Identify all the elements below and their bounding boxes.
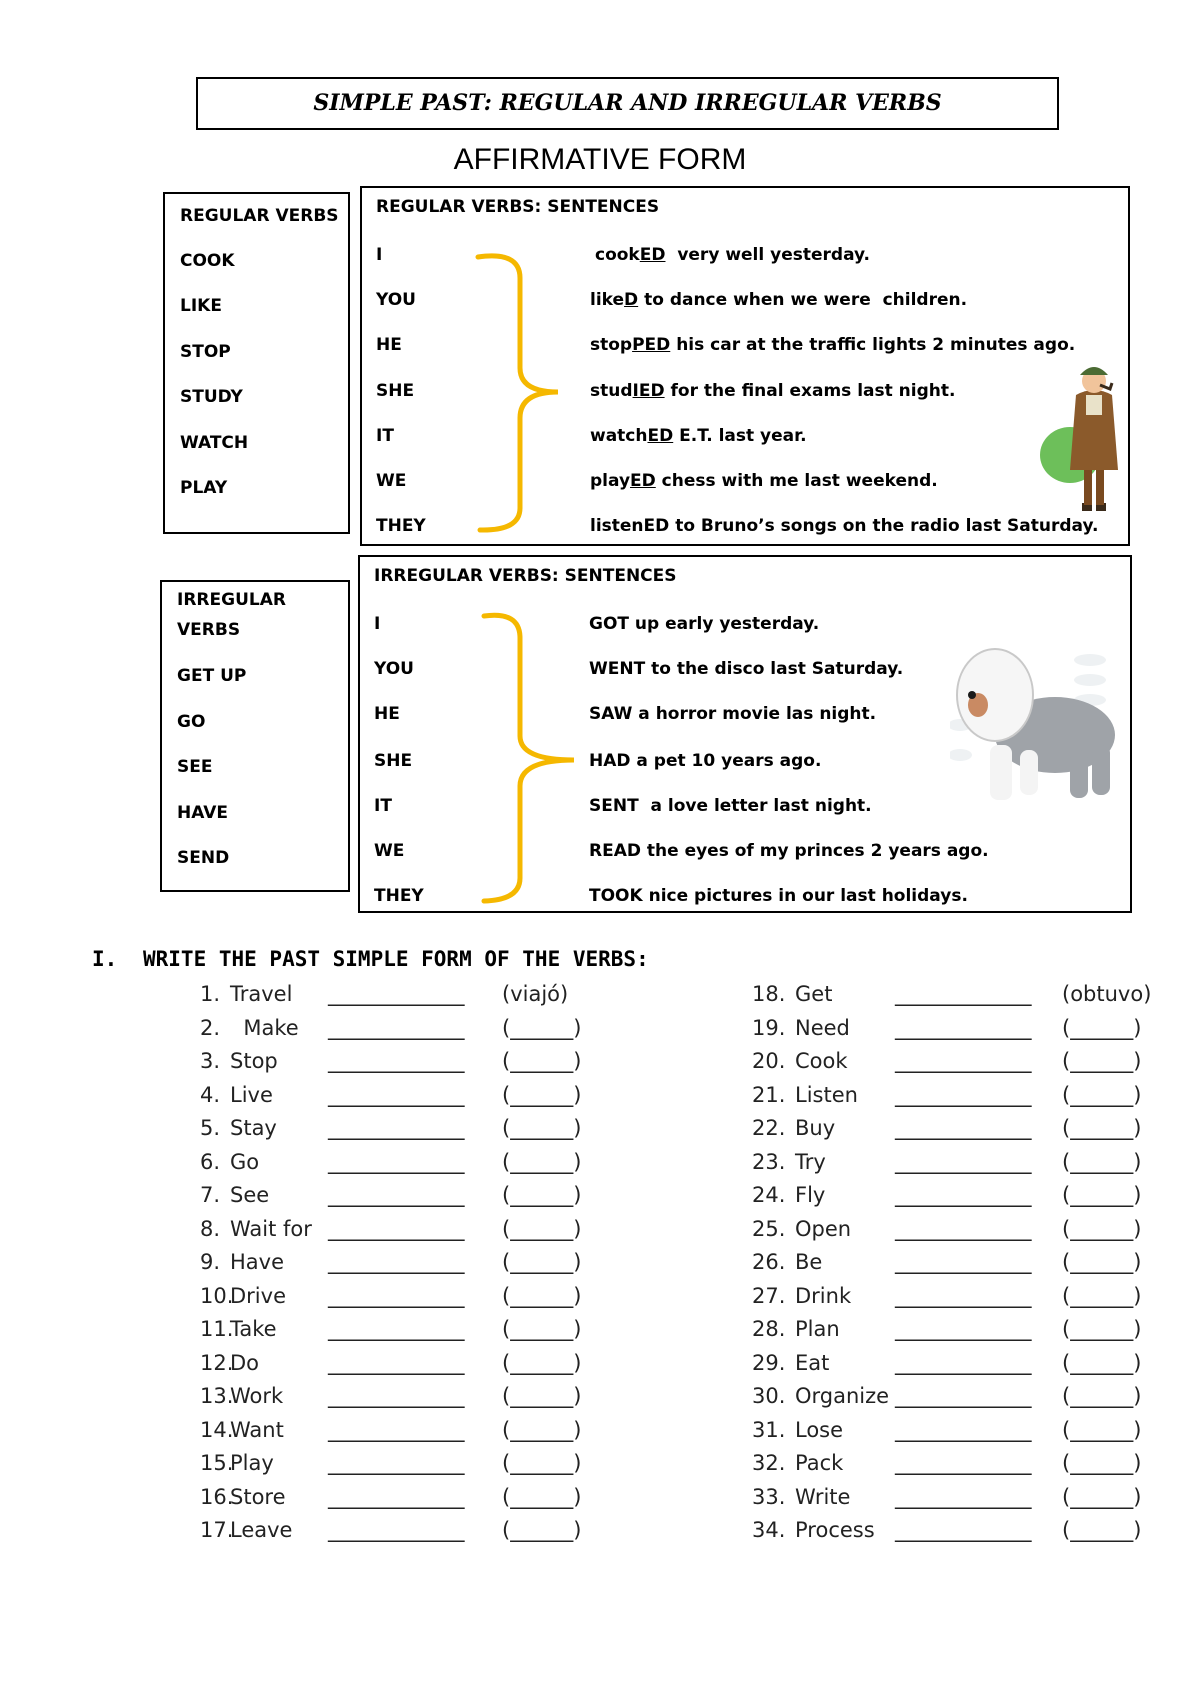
answer-blank: _____________ [895, 1518, 1032, 1542]
exercise-item-verb: Have [230, 1250, 285, 1274]
irregular-sentence: READ the eyes of my princes 2 years ago. [589, 841, 989, 861]
irregular-pronoun: IT [374, 796, 392, 816]
irregular-pronoun: YOU [374, 659, 414, 679]
exercise-item-number: 25. [752, 1216, 786, 1241]
exercise-item-verb: Stay [230, 1116, 277, 1140]
translation-hint: (______) [502, 1149, 582, 1174]
exercise-item-verb: Do [230, 1350, 260, 1375]
irregular-sentences-header: IRREGULAR VERBS: SENTENCES [374, 566, 677, 586]
regular-verb-item: STUDY [180, 387, 243, 408]
irregular-verb-item: GET UP [177, 666, 247, 686]
exercise-item-verb: Process [795, 1518, 875, 1542]
answer-blank: _____________ [895, 1417, 1032, 1442]
regular-sentence [590, 426, 807, 446]
exercise-item-number: 12. [200, 1350, 234, 1375]
exercise-item-number: 30. [752, 1384, 786, 1408]
answer-blank: _____________ [895, 1350, 1032, 1375]
verb-ending: ED [639, 245, 666, 265]
translation-hint: (______) [1062, 1417, 1142, 1442]
exercise-item-number: 27. [752, 1283, 786, 1308]
irregular-sentence: GOT up early yesterday. [589, 614, 820, 634]
exercise-item-verb: Leave [230, 1518, 293, 1542]
exercise-item-verb: Make [230, 1015, 299, 1040]
translation-hint: (______) [1062, 1484, 1142, 1509]
man-with-pipe-illustration [1040, 355, 1130, 515]
translation-hint: (______) [1062, 1082, 1142, 1107]
exercise-item-number: 9. [200, 1250, 221, 1274]
irregular-brace [470, 608, 580, 908]
answer-blank: _____________ [895, 1082, 1032, 1107]
answer-blank: _____________ [328, 1451, 465, 1475]
exercise-number: I. [92, 947, 118, 971]
translation-hint: (viajó) [502, 982, 569, 1006]
answer-blank: _____________ [895, 1015, 1032, 1040]
exercise-item-number: 15. [200, 1451, 234, 1475]
irregular-verb-item: HAVE [177, 802, 228, 823]
exercise-item-verb: Be [795, 1250, 823, 1274]
exercise-item-verb: Need [795, 1015, 850, 1040]
exercise-item-number: 34. [752, 1518, 786, 1542]
answer-blank: _____________ [328, 1417, 465, 1442]
exercise-item-number: 29. [752, 1350, 786, 1375]
translation-hint: (______) [1062, 1317, 1142, 1341]
translation-hint: (______) [502, 1451, 582, 1475]
answer-blank: _____________ [895, 1283, 1032, 1308]
translation-hint: (______) [502, 1116, 582, 1140]
translation-hint: (______) [1062, 1116, 1142, 1140]
exercise-item-number: 3. [200, 1049, 221, 1073]
exercise-item-verb: Open [795, 1216, 852, 1241]
sentence-rest: E.T. last year. [673, 426, 807, 446]
exercise-item-number: 7. [200, 1183, 221, 1207]
exercise-item-number: 16. [200, 1484, 234, 1509]
worksheet-title: SIMPLE PAST: REGULAR AND IRREGULAR VERBS [196, 77, 1059, 130]
sentence-rest: to Bruno’s songs on the radio last Saturday. [669, 516, 1099, 536]
translation-hint: (______) [1062, 1384, 1142, 1408]
exercise-item-number: 23. [752, 1149, 786, 1174]
irregular-verbs-header-line2: VERBS [177, 620, 241, 640]
regular-pronoun: IT [376, 426, 394, 446]
exercise-item-verb: Get [795, 982, 833, 1006]
verb-ending: D [624, 290, 639, 310]
answer-blank: _____________ [328, 1484, 465, 1509]
exercise-item-number: 14. [200, 1417, 234, 1442]
exercise-item-verb: Store [230, 1484, 286, 1509]
answer-blank: _____________ [328, 1015, 465, 1040]
answer-blank: _____________ [328, 982, 465, 1006]
translation-hint: (______) [502, 1216, 582, 1241]
exercise-item-verb: Buy [795, 1116, 836, 1140]
regular-pronoun: THEY [376, 516, 426, 536]
translation-hint: (______) [502, 1417, 582, 1442]
exercise-item-number: 20. [752, 1049, 786, 1073]
verb-stem: watch [590, 426, 648, 446]
translation-hint: (______) [502, 1082, 582, 1107]
exercise-item-number: 24. [752, 1183, 786, 1207]
regular-sentence [590, 471, 938, 491]
exercise-item-verb: Wait for [230, 1216, 312, 1241]
exercise-item-verb: Organize [795, 1384, 890, 1408]
regular-pronoun: SHE [376, 381, 415, 401]
verb-ending: ED [630, 471, 656, 491]
regular-pronoun: WE [376, 471, 407, 491]
regular-verb-item: LIKE [180, 296, 222, 317]
sentence-rest: chess with me last weekend. [655, 471, 938, 491]
exercise-item-verb: Plan [795, 1317, 840, 1341]
answer-blank: _____________ [328, 1350, 465, 1375]
translation-hint: (______) [502, 1250, 582, 1274]
exercise-item-number: 11. [200, 1317, 234, 1341]
answer-blank: _____________ [328, 1283, 465, 1308]
translation-hint: (______) [502, 1350, 582, 1375]
exercise-item-verb: Go [230, 1149, 260, 1174]
exercise-item-number: 4. [200, 1082, 221, 1107]
exercise-item-verb: Fly [795, 1183, 826, 1207]
sentence-rest: his car at the traffic lights 2 minutes ago. [670, 335, 1076, 355]
exercise-item-verb: Stop [230, 1049, 278, 1073]
regular-verbs-header: REGULAR VERBS [180, 206, 339, 226]
exercise-item-number: 19. [752, 1015, 786, 1040]
translation-hint: (______) [1062, 1183, 1142, 1207]
exercise-item-number: 8. [200, 1216, 221, 1241]
translation-hint: (______) [1062, 1283, 1142, 1308]
translation-hint: (______) [502, 1283, 582, 1308]
exercise-item-verb: Cook [795, 1049, 848, 1073]
translation-hint: (______) [1062, 1518, 1142, 1542]
regular-sentence [590, 381, 955, 401]
translation-hint: (______) [1062, 1149, 1142, 1174]
translation-hint: (______) [502, 1015, 582, 1040]
regular-verb-item: PLAY [180, 478, 228, 498]
exercise-item-verb: Live [230, 1082, 273, 1107]
exercise-item-verb: Eat [795, 1350, 830, 1375]
verb-ending: ED [647, 426, 674, 446]
regular-sentence [595, 245, 870, 265]
irregular-pronoun: WE [374, 841, 405, 861]
section-subtitle: AFFIRMATIVE FORM [453, 143, 747, 176]
answer-blank: _____________ [895, 1116, 1032, 1140]
answer-blank: _____________ [328, 1082, 465, 1107]
exercise-item-verb: Work [230, 1384, 284, 1408]
answer-blank: _____________ [328, 1116, 465, 1140]
exercise-item-number: 18. [752, 982, 786, 1006]
exercise-item-number: 17. [200, 1518, 234, 1542]
regular-verb-item: COOK [180, 251, 235, 271]
exercise-item-number: 33. [752, 1484, 786, 1509]
exercise-item-number: 32. [752, 1451, 786, 1475]
answer-blank: _____________ [895, 1049, 1032, 1073]
irregular-sentence: HAD a pet 10 years ago. [589, 751, 822, 771]
answer-blank: _____________ [328, 1250, 465, 1274]
regular-pronoun: I [376, 245, 383, 265]
answer-blank: _____________ [895, 1183, 1032, 1207]
regular-pronoun: YOU [376, 290, 416, 310]
exercise-item-number: 21. [752, 1082, 786, 1107]
answer-blank: _____________ [895, 1250, 1032, 1274]
verb-ending: IED [632, 381, 665, 401]
answer-blank: _____________ [895, 1149, 1032, 1174]
exercise-item-verb: Listen [795, 1082, 858, 1107]
translation-hint: (______) [502, 1183, 582, 1207]
translation-hint: (______) [502, 1484, 582, 1509]
irregular-verb-item: SEND [177, 848, 230, 868]
exercise-item-verb: Pack [795, 1451, 844, 1475]
irregular-pronoun: SHE [374, 751, 413, 771]
translation-hint: (______) [1062, 1350, 1142, 1375]
translation-hint: (______) [502, 1518, 582, 1542]
exercise-item-verb: Try [795, 1149, 826, 1174]
exercise-item-number: 28. [752, 1317, 786, 1341]
verb-stem: listen [590, 516, 644, 536]
answer-blank: _____________ [895, 1484, 1032, 1509]
exercise-item-verb: Travel [230, 982, 293, 1006]
answer-blank: _____________ [328, 1384, 465, 1408]
answer-blank: _____________ [895, 1216, 1032, 1241]
irregular-pronoun: HE [374, 704, 400, 724]
translation-hint: (______) [1062, 1451, 1142, 1475]
regular-sentences-header: REGULAR VERBS: SENTENCES [376, 197, 660, 217]
exercise-item-number: 10. [200, 1283, 234, 1308]
exercise-item-number: 26. [752, 1250, 786, 1274]
exercise-item-verb: Drink [795, 1283, 852, 1308]
verb-ending: ED [643, 516, 670, 536]
exercise-item-verb: Drive [230, 1283, 286, 1308]
answer-blank: _____________ [895, 1451, 1032, 1475]
exercise-item-number: 5. [200, 1116, 221, 1140]
exercise-item-verb: Take [230, 1317, 277, 1341]
translation-hint: (______) [502, 1049, 582, 1073]
regular-brace [470, 248, 560, 538]
answer-blank: _____________ [328, 1317, 465, 1341]
regular-sentence [590, 335, 1075, 355]
exercise-item-verb: See [230, 1183, 270, 1207]
sheepdog-illustration [950, 645, 1120, 805]
exercise-item-number: 1. [200, 982, 221, 1006]
regular-verb-item: WATCH [180, 432, 249, 453]
answer-blank: _____________ [328, 1216, 465, 1241]
exercise-item-verb: Write [795, 1484, 851, 1509]
irregular-sentence: WENT to the disco last Saturday. [589, 659, 904, 679]
irregular-verb-item: GO [177, 711, 206, 732]
translation-hint: (obtuvo) [1062, 982, 1152, 1006]
answer-blank: _____________ [328, 1149, 465, 1174]
exercise-item-number: 13. [200, 1384, 234, 1408]
translation-hint: (______) [502, 1384, 582, 1408]
irregular-pronoun: THEY [374, 886, 424, 906]
exercise-item-verb: Play [230, 1451, 274, 1475]
answer-blank: _____________ [895, 982, 1032, 1006]
answer-blank: _____________ [328, 1183, 465, 1207]
exercise-item-number: 2. [200, 1015, 221, 1040]
answer-blank: _____________ [895, 1384, 1032, 1408]
exercise-item-number: 6. [200, 1149, 221, 1174]
exercise-item-verb: Want [230, 1417, 284, 1442]
translation-hint: (______) [1062, 1049, 1142, 1073]
irregular-sentence: TOOK nice pictures in our last holidays. [589, 886, 968, 906]
verb-stem: play [590, 471, 631, 491]
translation-hint: (______) [1062, 1250, 1142, 1274]
irregular-verb-item: SEE [177, 757, 213, 777]
verb-stem: like [590, 290, 625, 310]
translation-hint: (______) [1062, 1015, 1142, 1040]
verb-ending: PED [632, 335, 671, 355]
translation-hint: (______) [1062, 1216, 1142, 1241]
exercise-item-number: 31. [752, 1417, 786, 1442]
exercise-instruction: WRITE THE PAST SIMPLE FORM OF THE VERBS: [143, 947, 649, 971]
verb-stem: cook [595, 245, 640, 265]
irregular-pronoun: I [374, 614, 381, 634]
exercise-item-number: 22. [752, 1116, 786, 1140]
verb-stem: stop [590, 335, 633, 355]
answer-blank: _____________ [895, 1317, 1032, 1341]
sentence-rest: to dance when we were children. [638, 290, 968, 310]
sentence-rest: for the final exams last night. [664, 381, 956, 401]
answer-blank: _____________ [328, 1049, 465, 1073]
regular-pronoun: HE [376, 335, 402, 355]
verb-stem: stud [590, 381, 633, 401]
irregular-verbs-header-line1: IRREGULAR [177, 590, 286, 610]
sentence-rest: very well yesterday. [665, 245, 870, 265]
regular-verb-item: STOP [180, 341, 231, 362]
irregular-sentence: SAW a horror movie las night. [589, 704, 877, 724]
translation-hint: (______) [502, 1317, 582, 1341]
regular-sentence [590, 290, 967, 310]
answer-blank: _____________ [328, 1518, 465, 1542]
exercise-item-verb: Lose [795, 1417, 844, 1442]
regular-sentence [590, 516, 1098, 536]
irregular-sentence: SENT a love letter last night. [589, 796, 872, 816]
